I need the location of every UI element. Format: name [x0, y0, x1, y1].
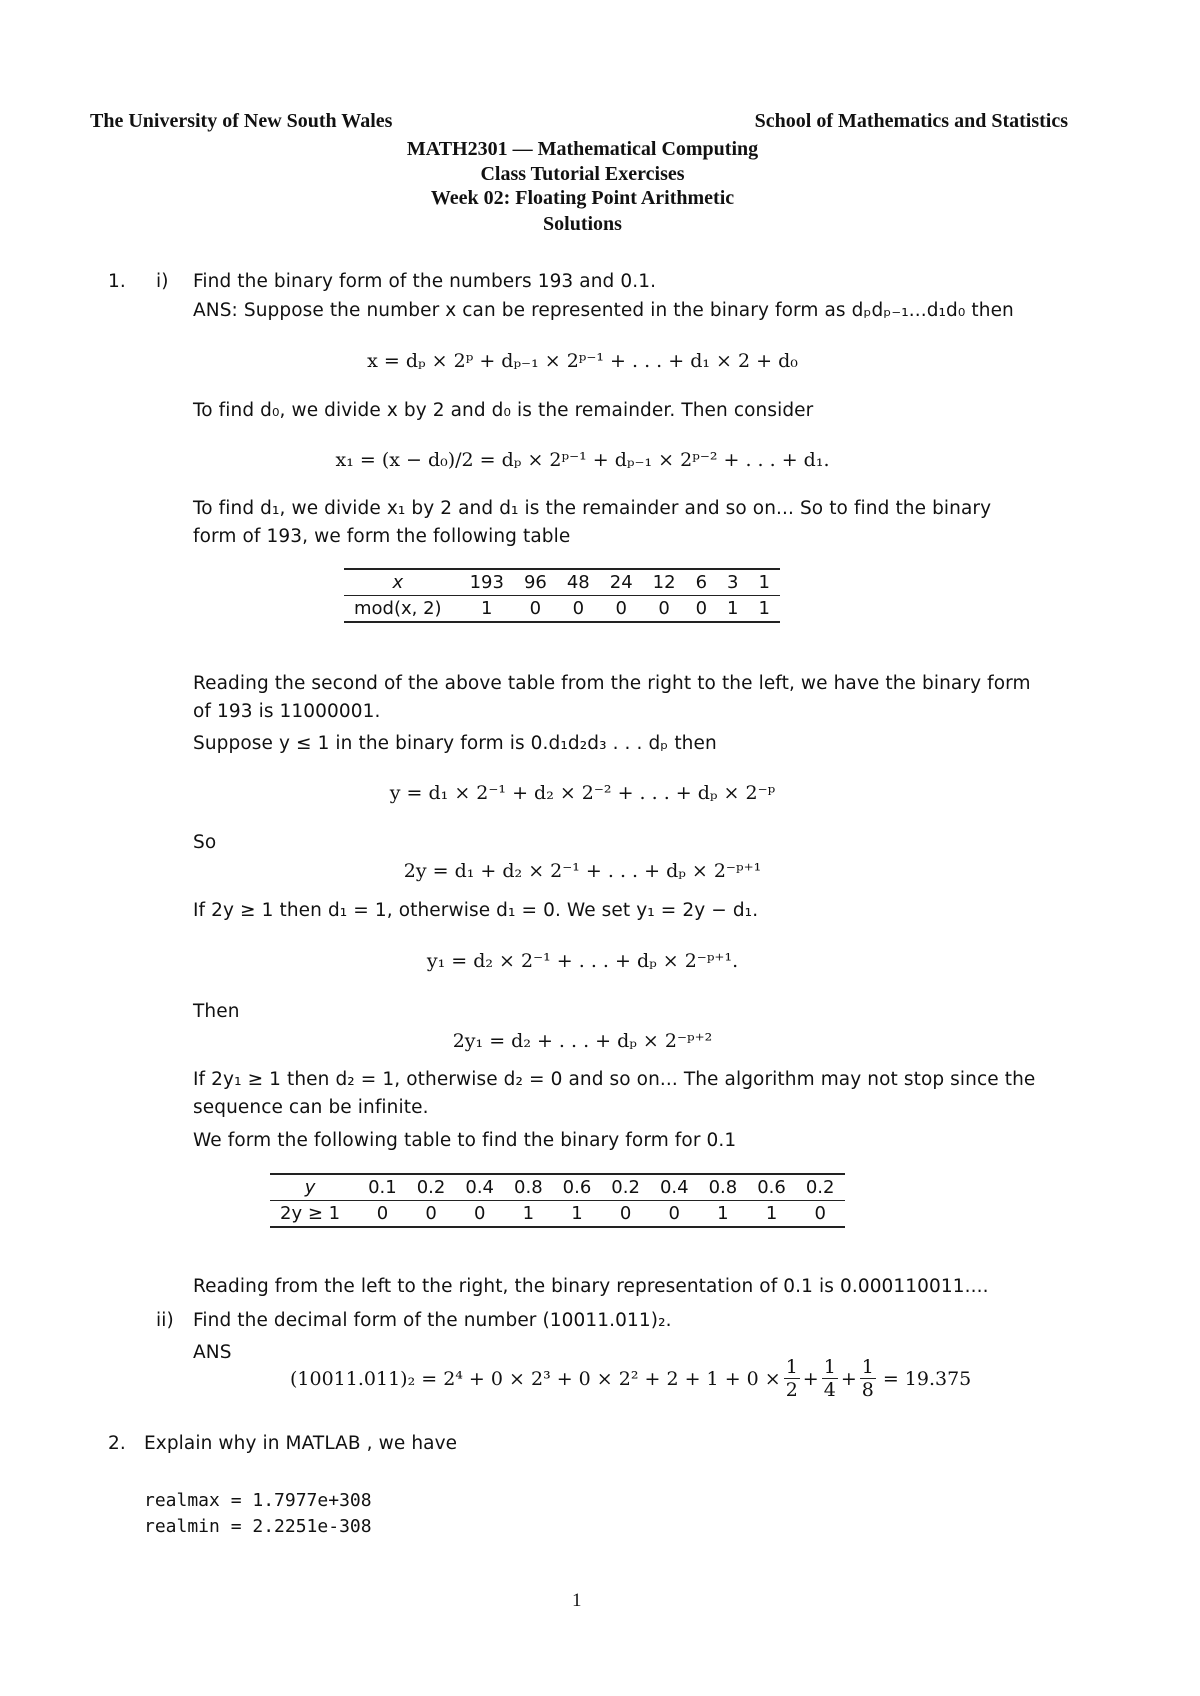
- table-cell: 0: [557, 596, 600, 623]
- table-row: [270, 1174, 845, 1201]
- table-cell: 1: [747, 1201, 796, 1228]
- table-cell: 0.2: [601, 1174, 650, 1201]
- code-realmin: realmin = 2.2251e-308: [144, 1516, 372, 1537]
- equation-2y1: 2y₁ = d₂ + . . . + dₚ × 2⁻ᵖ⁺²: [452, 1030, 713, 1052]
- part-ii-label: ii): [156, 1310, 174, 1331]
- table-row-label: x: [344, 569, 460, 596]
- fraction-half: $\frac{1}{2}$: [785, 1356, 798, 1401]
- table-cell: 0: [686, 596, 717, 623]
- table-cell: 1: [504, 1201, 553, 1228]
- find-d1-text-line1: To find d₁, we divide x₁ by 2 and d₁ is the remainder and so on... So to find the binary: [193, 498, 992, 519]
- equation-y1: y₁ = d₂ × 2⁻¹ + . . . + dₚ × 2⁻ᵖ⁺¹.: [426, 950, 739, 972]
- header-university: The University of New South Wales: [90, 110, 393, 132]
- table-row-label: 2y ≥ 1: [270, 1201, 358, 1228]
- table-cell: 0.6: [747, 1174, 796, 1201]
- table-cell: 6: [686, 569, 717, 596]
- page-number: 1: [572, 1590, 582, 1611]
- table-cell: 0: [643, 596, 686, 623]
- week-title: Week 02: Floating Point Arithmetic: [430, 187, 735, 209]
- code-realmax: realmax = 1.7977e+308: [144, 1490, 372, 1511]
- table-cell: 1: [460, 596, 514, 623]
- table-cell: 0: [455, 1201, 504, 1228]
- table-cell: 193: [460, 569, 514, 596]
- table-cell: 0: [601, 1201, 650, 1228]
- course-title: MATH2301 — Mathematical Computing: [406, 138, 759, 160]
- table-cell: 0.2: [407, 1174, 456, 1201]
- equation-decimal-form: [290, 1356, 971, 1401]
- equation-left: (10011.011)₂ = 2⁴ + 0 × 2³ + 0 × 2² + 2 + 1 + 0 ×: [290, 1367, 781, 1390]
- table-cell: 1: [748, 569, 779, 596]
- form-table2-text: We form the following table to find the binary form for 0.1: [193, 1130, 737, 1151]
- solutions-label: Solutions: [543, 213, 622, 235]
- table-row-label: y: [270, 1174, 358, 1201]
- table-row: [344, 569, 780, 596]
- table-0-1-binary: [270, 1173, 845, 1228]
- question-2-text: Explain why in MATLAB , we have: [144, 1433, 458, 1454]
- equation-binary-expansion: x = dₚ × 2ᵖ + dₚ₋₁ × 2ᵖ⁻¹ + . . . + d₁ × 2 + d₀: [367, 350, 798, 372]
- question-2-number: 2.: [108, 1433, 126, 1454]
- part-ii-question: Find the decimal form of the number (10011.011)₂.: [193, 1310, 672, 1331]
- table-cell: 1: [717, 596, 748, 623]
- table-row: [344, 596, 780, 623]
- table-cell: 48: [557, 569, 600, 596]
- table-cell: 1: [748, 596, 779, 623]
- table-cell: 0: [407, 1201, 456, 1228]
- table-row-label: mod(x, 2): [344, 596, 460, 623]
- question-1-number: 1.: [108, 271, 126, 292]
- reading-0-1-text: Reading from the left to the right, the binary representation of 0.1 is 0.000110011....: [193, 1276, 989, 1297]
- if-2y1-text-line1: If 2y₁ ≥ 1 then d₂ = 1, otherwise d₂ = 0 and so on... The algorithm may not stop since the: [193, 1069, 1036, 1090]
- table-cell: 0: [600, 596, 643, 623]
- table-cell: 0: [796, 1201, 845, 1228]
- table-cell: 0: [514, 596, 557, 623]
- equation-y: y = d₁ × 2⁻¹ + d₂ × 2⁻² + . . . + dₚ × 2⁻ᵖ: [389, 782, 776, 804]
- so-text: So: [193, 832, 217, 853]
- find-d0-text: To find d₀, we divide x by 2 and d₀ is the remainder. Then consider: [193, 400, 814, 421]
- table-cell: 96: [514, 569, 557, 596]
- part-i-question: Find the binary form of the numbers 193 and 0.1.: [193, 271, 657, 292]
- then-text: Then: [193, 1001, 240, 1022]
- table-cell: 0.4: [650, 1174, 699, 1201]
- reading-193-line2: of 193 is 11000001.: [193, 701, 381, 722]
- fraction-eighth: $\frac{1}{8}$: [861, 1356, 874, 1401]
- header-school: School of Mathematics and Statistics: [754, 110, 1068, 132]
- equation-x1: x₁ = (x − d₀)/2 = dₚ × 2ᵖ⁻¹ + dₚ₋₁ × 2ᵖ⁻² + . . . + d₁.: [335, 449, 830, 471]
- part-i-label: i): [156, 271, 169, 292]
- table-cell: 12: [643, 569, 686, 596]
- table-193-binary: [344, 568, 780, 623]
- equation-2y: 2y = d₁ + d₂ × 2⁻¹ + . . . + dₚ × 2⁻ᵖ⁺¹: [403, 860, 762, 882]
- table-cell: 1: [553, 1201, 602, 1228]
- table-cell: 0.8: [699, 1174, 748, 1201]
- ans-label: ANS: [193, 1342, 232, 1363]
- table-cell: 0.8: [504, 1174, 553, 1201]
- subtitle: Class Tutorial Exercises: [480, 163, 685, 185]
- table-cell: 1: [699, 1201, 748, 1228]
- table-cell: 0.1: [358, 1174, 407, 1201]
- answer-intro: ANS: Suppose the number x can be represented in the binary form as dₚdₚ₋₁...d₁d₀ then: [193, 300, 1014, 321]
- table-cell: 0.2: [796, 1174, 845, 1201]
- table-cell: 0: [650, 1201, 699, 1228]
- table-cell: 24: [600, 569, 643, 596]
- equation-result: = 19.375: [882, 1367, 972, 1390]
- table-cell: 0: [358, 1201, 407, 1228]
- reading-193-line1: Reading the second of the above table from the right to the left, we have the binary form: [193, 673, 1031, 694]
- suppose-y-text: Suppose y ≤ 1 in the binary form is 0.d₁d₂d₃ . . . dₚ then: [193, 733, 717, 754]
- fraction-quarter: $\frac{1}{4}$: [823, 1356, 836, 1401]
- find-d1-text-line2: form of 193, we form the following table: [193, 526, 571, 547]
- plus-sign: +: [840, 1367, 857, 1390]
- plus-sign: +: [802, 1367, 819, 1390]
- table-row: [270, 1201, 845, 1228]
- table-cell: 3: [717, 569, 748, 596]
- if-2y-text: If 2y ≥ 1 then d₁ = 1, otherwise d₁ = 0. We set y₁ = 2y − d₁.: [193, 900, 759, 921]
- table-cell: 0.6: [553, 1174, 602, 1201]
- table-cell: 0.4: [455, 1174, 504, 1201]
- if-2y1-text-line2: sequence can be infinite.: [193, 1097, 429, 1118]
